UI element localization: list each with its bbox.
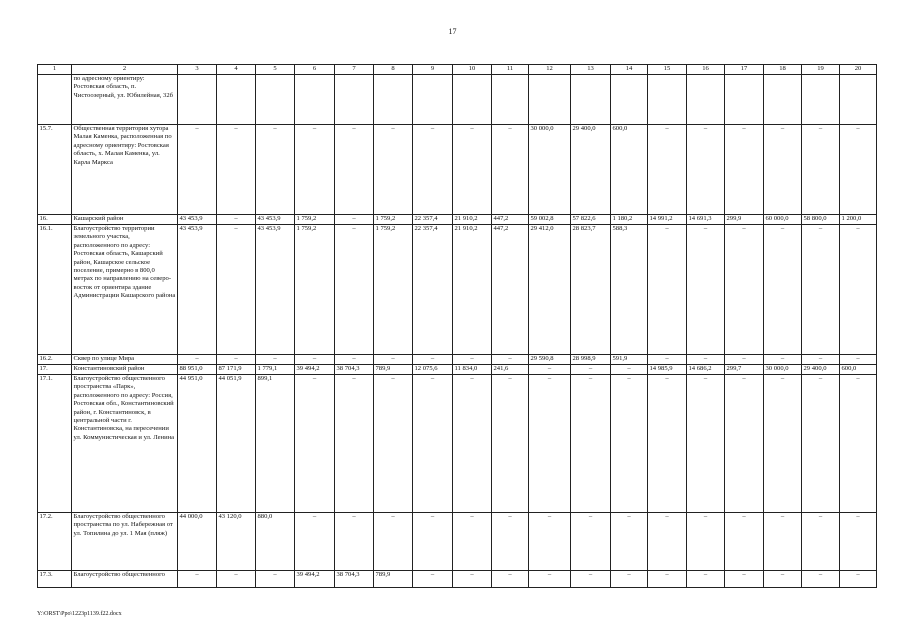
value-cell: 43 453,9 (256, 215, 295, 225)
value-cell: – (571, 365, 611, 375)
header-cell: 7 (335, 65, 374, 75)
value-cell: – (256, 571, 295, 588)
value-cell: – (725, 225, 764, 355)
value-cell: – (725, 355, 764, 365)
value-cell: 29 590,8 (529, 355, 571, 365)
value-cell: – (295, 355, 335, 365)
value-cell: – (335, 513, 374, 571)
value-cell: – (217, 215, 256, 225)
value-cell: 299,7 (725, 365, 764, 375)
table-row (38, 513, 877, 571)
table-row (38, 215, 877, 225)
value-cell: 38 704,3 (335, 365, 374, 375)
value-cell (687, 75, 725, 125)
value-cell: – (492, 375, 529, 513)
value-cell (413, 75, 453, 125)
value-cell: 44 051,9 (217, 375, 256, 513)
header-cell: 11 (492, 65, 529, 75)
value-cell: – (687, 571, 725, 588)
value-cell: 899,1 (256, 375, 295, 513)
value-cell: – (840, 571, 877, 588)
value-cell: 14 691,3 (687, 215, 725, 225)
value-cell: – (764, 375, 802, 513)
value-cell: – (764, 225, 802, 355)
value-cell: – (802, 513, 840, 571)
table-row (38, 125, 877, 215)
value-cell: 30 000,0 (764, 365, 802, 375)
budget-table (37, 64, 877, 588)
value-cell: – (687, 513, 725, 571)
value-cell: – (648, 375, 687, 513)
value-cell: 21 910,2 (453, 215, 492, 225)
header-cell: 19 (802, 65, 840, 75)
value-cell: 44 000,0 (178, 513, 217, 571)
value-cell: – (413, 571, 453, 588)
header-row (38, 65, 877, 75)
value-cell: 789,9 (374, 571, 413, 588)
value-cell: – (840, 355, 877, 365)
value-cell: – (687, 375, 725, 513)
value-cell: 1 759,2 (295, 215, 335, 225)
page-number: 17 (448, 27, 457, 36)
value-cell: – (453, 375, 492, 513)
object-name-cell: Благоустройство территории земельного участка, расположенного по адресу: Ростовская область, Кашарский район, Кашарское сельское поселение, примерно в 800,0 метрах по направлению на северо-восток от ориентира здание Администрации Кашарского района (72, 225, 178, 355)
value-cell: 241,6 (492, 365, 529, 375)
value-cell: 88 951,0 (178, 365, 217, 375)
value-cell: – (413, 375, 453, 513)
row-number-cell: 17.1. (38, 375, 72, 513)
row-number-cell (38, 75, 72, 125)
value-cell (178, 75, 217, 125)
value-cell: – (529, 571, 571, 588)
row-number-cell: 17.2. (38, 513, 72, 571)
value-cell (611, 75, 648, 125)
value-cell: – (611, 375, 648, 513)
value-cell: – (374, 355, 413, 365)
header-cell: 1 (38, 65, 72, 75)
value-cell: – (529, 375, 571, 513)
header-cell: 20 (840, 65, 877, 75)
value-cell: – (725, 513, 764, 571)
value-cell: – (335, 125, 374, 215)
value-cell: 44 951,0 (178, 375, 217, 513)
value-cell: – (453, 513, 492, 571)
value-cell: 22 357,4 (413, 215, 453, 225)
value-cell: – (453, 355, 492, 365)
value-cell: – (648, 571, 687, 588)
row-number-cell: 17.3. (38, 571, 72, 588)
value-cell: – (453, 571, 492, 588)
object-name-cell: Благоустройство общественного пространства «Парк», расположенного по адресу: Россия, Ростовская обл., Константиновский район, г. Константиновск, в центральной части г. Константиновска, на пересечении ул. Коммунистическая и ул. Ленина (72, 375, 178, 513)
value-cell: 1 759,2 (374, 225, 413, 355)
header-cell: 6 (295, 65, 335, 75)
value-cell: 29 400,0 (571, 125, 611, 215)
value-cell: – (335, 355, 374, 365)
value-cell: 14 686,2 (687, 365, 725, 375)
value-cell: 38 704,3 (335, 571, 374, 588)
value-cell: 43 453,9 (178, 225, 217, 355)
header-cell: 10 (453, 65, 492, 75)
header-cell: 8 (374, 65, 413, 75)
value-cell: – (687, 225, 725, 355)
value-cell: – (802, 375, 840, 513)
value-cell: 588,3 (611, 225, 648, 355)
header-cell: 15 (648, 65, 687, 75)
value-cell: 43 453,9 (256, 225, 295, 355)
value-cell: 789,9 (374, 365, 413, 375)
value-cell: 1 759,2 (295, 225, 335, 355)
value-cell: – (802, 225, 840, 355)
value-cell (374, 75, 413, 125)
row-number-cell: 15.7. (38, 125, 72, 215)
value-cell: – (374, 125, 413, 215)
value-cell: – (217, 225, 256, 355)
value-cell: 1 180,2 (611, 215, 648, 225)
value-cell: 447,2 (492, 225, 529, 355)
value-cell: – (764, 513, 802, 571)
value-cell: – (802, 125, 840, 215)
header-cell: 14 (611, 65, 648, 75)
header-cell: 3 (178, 65, 217, 75)
value-cell: – (840, 125, 877, 215)
value-cell: 28 823,7 (571, 225, 611, 355)
value-cell: – (611, 571, 648, 588)
value-cell: 60 000,0 (764, 215, 802, 225)
header-cell: 18 (764, 65, 802, 75)
value-cell: – (648, 225, 687, 355)
value-cell: 12 075,6 (413, 365, 453, 375)
value-cell: 59 002,8 (529, 215, 571, 225)
value-cell: – (492, 571, 529, 588)
value-cell (295, 75, 335, 125)
value-cell: 30 000,0 (529, 125, 571, 215)
value-cell: 29 412,0 (529, 225, 571, 355)
value-cell: 600,0 (840, 365, 877, 375)
header-cell: 5 (256, 65, 295, 75)
value-cell: – (178, 125, 217, 215)
value-cell (492, 75, 529, 125)
value-cell: 14 991,2 (648, 215, 687, 225)
object-name-cell: Константиновский район (72, 365, 178, 375)
value-cell (335, 75, 374, 125)
value-cell: – (802, 355, 840, 365)
row-number-cell: 17. (38, 365, 72, 375)
value-cell: – (413, 125, 453, 215)
value-cell: – (374, 375, 413, 513)
value-cell: 43 120,0 (217, 513, 256, 571)
value-cell: 1 759,2 (374, 215, 413, 225)
footer-file-path: Y:\ORST\Ppo\1223p1139.f22.docx (37, 611, 122, 617)
value-cell: – (725, 375, 764, 513)
value-cell: 299,9 (725, 215, 764, 225)
header-cell: 4 (217, 65, 256, 75)
object-name-cell: по адресному ориентиру: Ростовская область, п. Чистоозерный, ул. Юбилейная, 32б (72, 75, 178, 125)
value-cell (764, 75, 802, 125)
value-cell: – (335, 215, 374, 225)
value-cell: – (840, 375, 877, 513)
header-cell: 13 (571, 65, 611, 75)
object-name-cell: Общественная территория хутора Малая Каменка, расположенная по адресному ориентиру: Ростовская область, х. Малая Каменка, ул. Карла Маркса (72, 125, 178, 215)
value-cell: – (611, 365, 648, 375)
header-cell: 17 (725, 65, 764, 75)
value-cell: – (256, 125, 295, 215)
value-cell: 28 998,9 (571, 355, 611, 365)
value-cell: – (840, 513, 877, 571)
value-cell (256, 75, 295, 125)
object-name-cell: Сквер по улице Мира (72, 355, 178, 365)
object-name-cell: Благоустройство общественного пространства по ул. Набережная от ул. Топилина до ул. 1 Мая (пляж) (72, 513, 178, 571)
value-cell: – (648, 125, 687, 215)
value-cell: – (687, 355, 725, 365)
header-cell: 2 (72, 65, 178, 75)
value-cell: – (178, 571, 217, 588)
value-cell: – (217, 125, 256, 215)
value-cell: 58 800,0 (802, 215, 840, 225)
value-cell: – (413, 355, 453, 365)
table-row (38, 225, 877, 355)
row-number-cell: 16. (38, 215, 72, 225)
value-cell: 43 453,9 (178, 215, 217, 225)
value-cell: – (217, 571, 256, 588)
value-cell: 600,0 (611, 125, 648, 215)
value-cell: 21 910,2 (453, 225, 492, 355)
value-cell (725, 75, 764, 125)
value-cell: – (802, 571, 840, 588)
value-cell: 447,2 (492, 215, 529, 225)
value-cell: – (764, 355, 802, 365)
object-name-cell: Благоустройство общественного (72, 571, 178, 588)
value-cell: 22 357,4 (413, 225, 453, 355)
table-row (38, 375, 877, 513)
value-cell: – (571, 375, 611, 513)
header-cell: 12 (529, 65, 571, 75)
header-cell: 9 (413, 65, 453, 75)
value-cell: 87 171,9 (217, 365, 256, 375)
value-cell: 880,0 (256, 513, 295, 571)
value-cell: 39 494,2 (295, 365, 335, 375)
value-cell: – (453, 125, 492, 215)
value-cell: – (725, 125, 764, 215)
table-row (38, 355, 877, 365)
header-cell: 16 (687, 65, 725, 75)
value-cell: – (648, 355, 687, 365)
value-cell: – (725, 571, 764, 588)
value-cell: – (492, 125, 529, 215)
value-cell: 57 822,6 (571, 215, 611, 225)
value-cell: 591,9 (611, 355, 648, 365)
value-cell: – (374, 513, 413, 571)
value-cell: – (295, 513, 335, 571)
value-cell (802, 75, 840, 125)
value-cell (453, 75, 492, 125)
value-cell: – (687, 125, 725, 215)
value-cell: – (492, 355, 529, 365)
value-cell: 11 834,0 (453, 365, 492, 375)
value-cell: – (492, 513, 529, 571)
value-cell (648, 75, 687, 125)
value-cell: – (335, 375, 374, 513)
value-cell: – (571, 571, 611, 588)
value-cell: – (256, 355, 295, 365)
value-cell: – (764, 571, 802, 588)
value-cell (217, 75, 256, 125)
value-cell: 29 400,0 (802, 365, 840, 375)
value-cell: 1 200,0 (840, 215, 877, 225)
value-cell (840, 75, 877, 125)
value-cell: – (295, 125, 335, 215)
value-cell: – (571, 513, 611, 571)
value-cell: – (413, 513, 453, 571)
table-row (38, 75, 877, 125)
value-cell: – (529, 365, 571, 375)
value-cell: 1 779,1 (256, 365, 295, 375)
value-cell: 39 494,2 (295, 571, 335, 588)
value-cell: – (178, 355, 217, 365)
row-number-cell: 16.2. (38, 355, 72, 365)
table-row (38, 571, 877, 588)
value-cell (529, 75, 571, 125)
value-cell: – (529, 513, 571, 571)
value-cell: – (335, 225, 374, 355)
value-cell: – (217, 355, 256, 365)
row-number-cell: 16.1. (38, 225, 72, 355)
object-name-cell: Кашарский район (72, 215, 178, 225)
value-cell: – (764, 125, 802, 215)
value-cell: 14 985,9 (648, 365, 687, 375)
value-cell (571, 75, 611, 125)
value-cell: – (840, 225, 877, 355)
value-cell: – (295, 375, 335, 513)
table-row (38, 365, 877, 375)
value-cell: – (648, 513, 687, 571)
value-cell: – (611, 513, 648, 571)
